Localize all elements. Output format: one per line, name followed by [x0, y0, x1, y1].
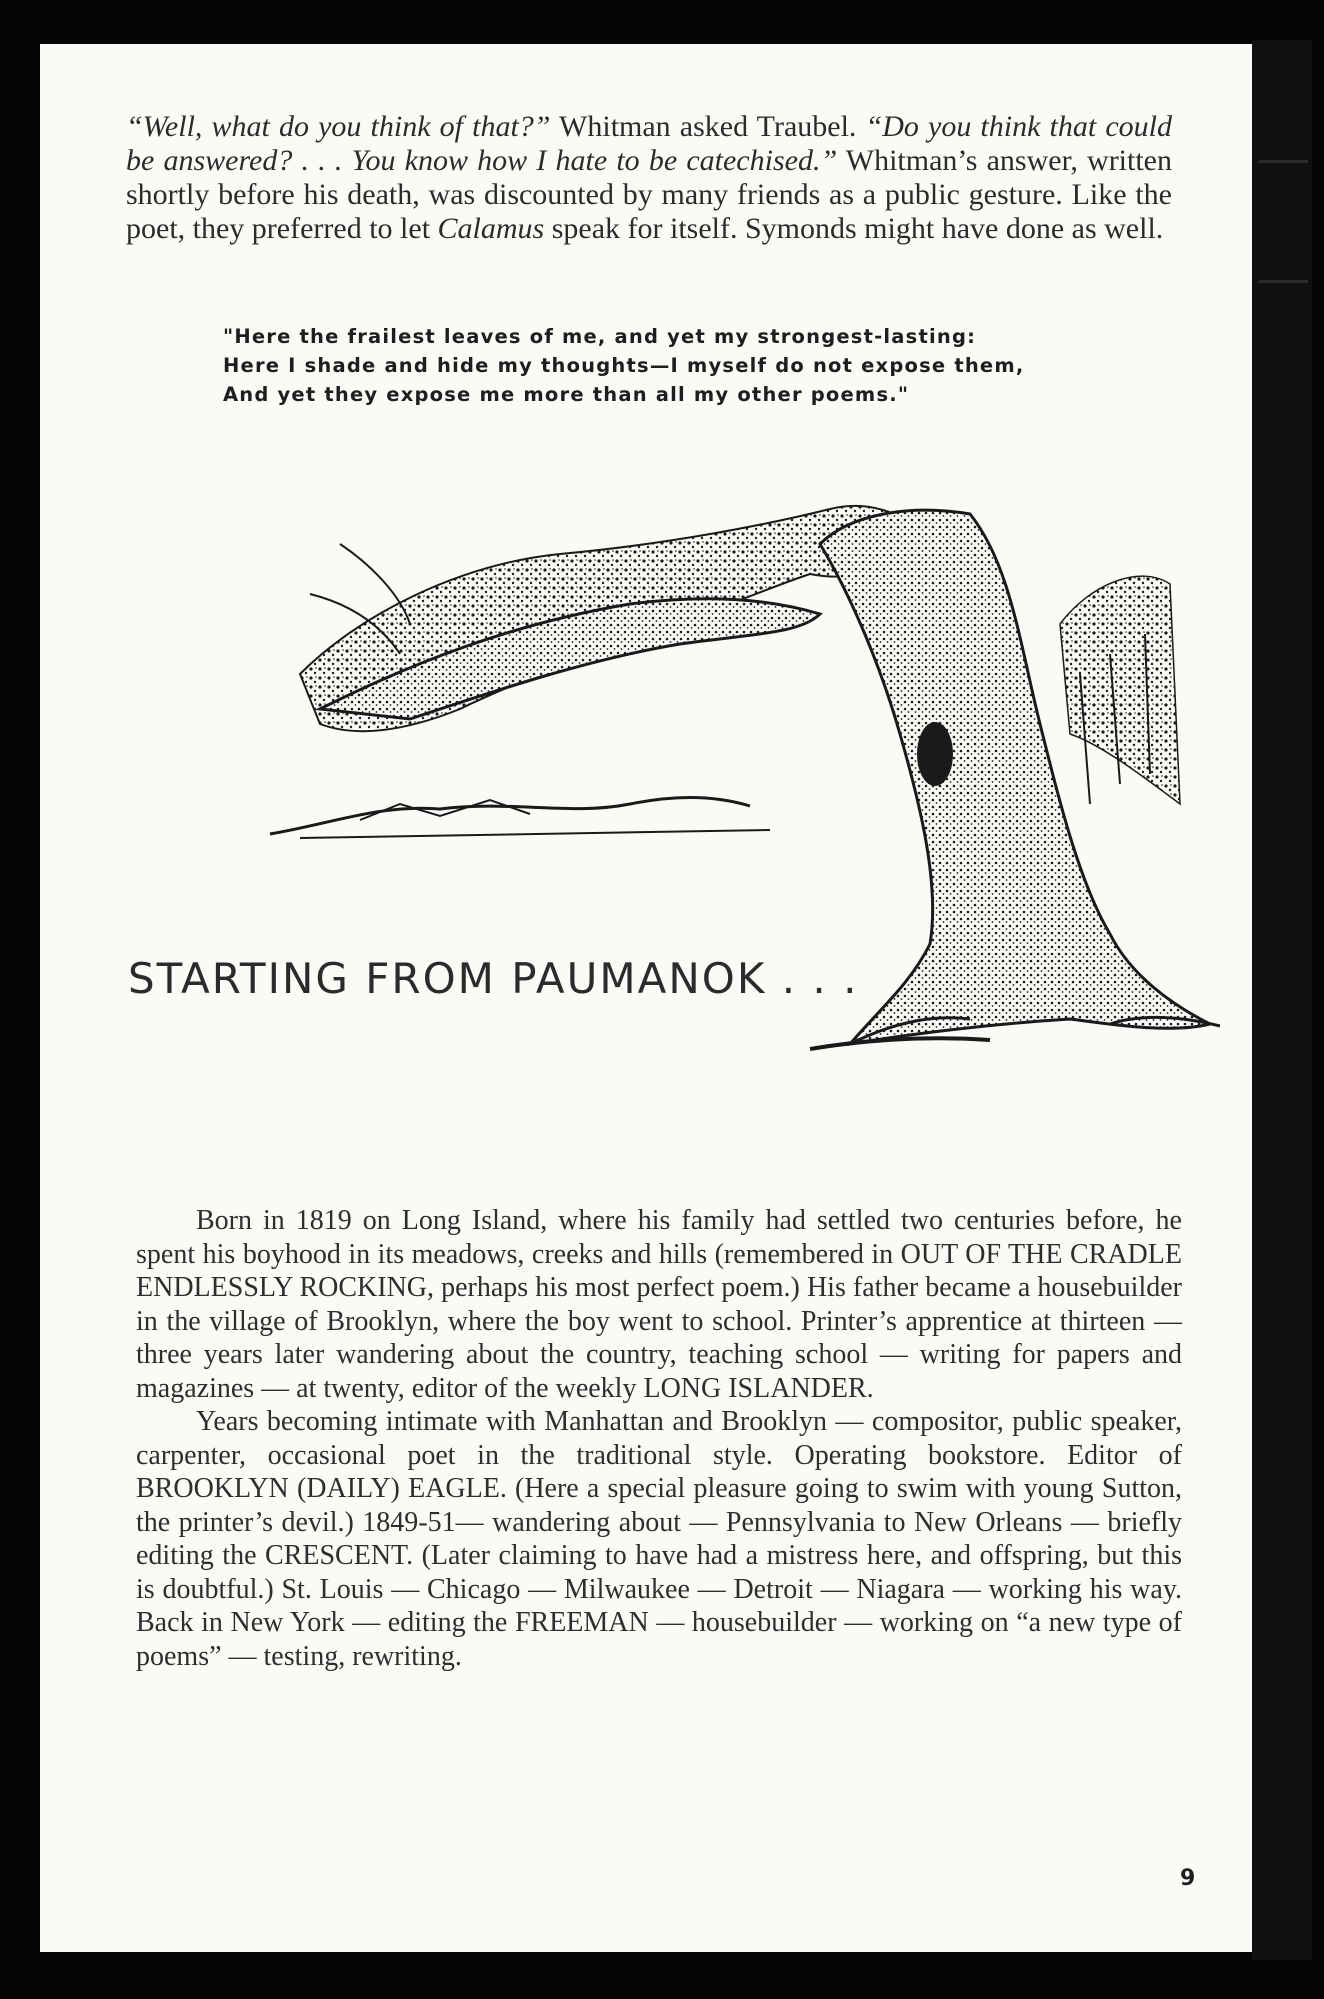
biography-paragraph-1: Born in 1819 on Long Island, where his family had settled two centuries before, he spent his boyhood in its meadows, creeks and hills (remembered in OUT OF THE CRADLE ENDLESSLY ROCKING, perhaps his most perfect poem.) His father became a housebuilder in the village of Brooklyn, where the boy went to school. Printer’s apprentice at thirteen — three years later wandering about the country, teaching school — writing for papers and magazines — at twenty, editor of the weekly LONG ISLANDER.	[136, 1205, 1182, 1404]
intro-text-3: speak for itself. Symonds might have done as well.	[544, 212, 1164, 245]
quote-line-3: And yet they expose me more than all my other poems."	[223, 383, 910, 406]
book-page	[40, 44, 1252, 1952]
book-binding-edge	[1252, 40, 1312, 1960]
poem-quote	[223, 322, 1123, 409]
intro-quote-1: “Well, what do you think of that?”	[126, 110, 551, 143]
calamus-title: Calamus	[437, 212, 545, 245]
quote-line-1: "Here the frailest leaves of me, and yet my strongest-lasting:	[223, 325, 977, 348]
biography-text	[136, 1204, 1182, 1673]
intro-quote-2: “Do you think that could be answered? . . . You know how I hate to be catechised.”	[126, 110, 1172, 177]
intro-text-1: Whitman asked Traubel.	[550, 110, 866, 143]
page-number: 9	[1180, 1866, 1196, 1891]
intro-paragraph	[126, 110, 1172, 246]
intro-text-2: Whitman’s answer, written shortly before his death, was discounted by many friends as a public gesture. Like the poet, they preferred to let	[126, 144, 1173, 245]
biography-paragraph-2: Years becoming intimate with Manhattan and Brooklyn — compositor, public speaker, carpenter, occasional poet in the traditional style. Operating bookstore. Editor of BROOKLYN (DAILY) EAGLE. (Here a special pleasure going to swim with young Sutton, the printer’s devil.) 1849-51— wandering about — Pennsylvania to New Orleans — briefly editing the CRESCENT. (Later claiming to have had a mistress here, and offspring, but this is doubtful.) St. Louis — Chicago — Milwaukee — Detroit — Niagara — working his way. Back in New York — editing the FREEMAN — housebuilder — working on “a new type of poems” — testing, rewriting.	[136, 1406, 1182, 1672]
tree-illustration	[210, 504, 1240, 1204]
quote-line-2: Here I shade and hide my thoughts—I myself do not expose them,	[223, 354, 1025, 377]
section-heading: STARTING FROM PAUMANOK . . .	[128, 954, 859, 1003]
